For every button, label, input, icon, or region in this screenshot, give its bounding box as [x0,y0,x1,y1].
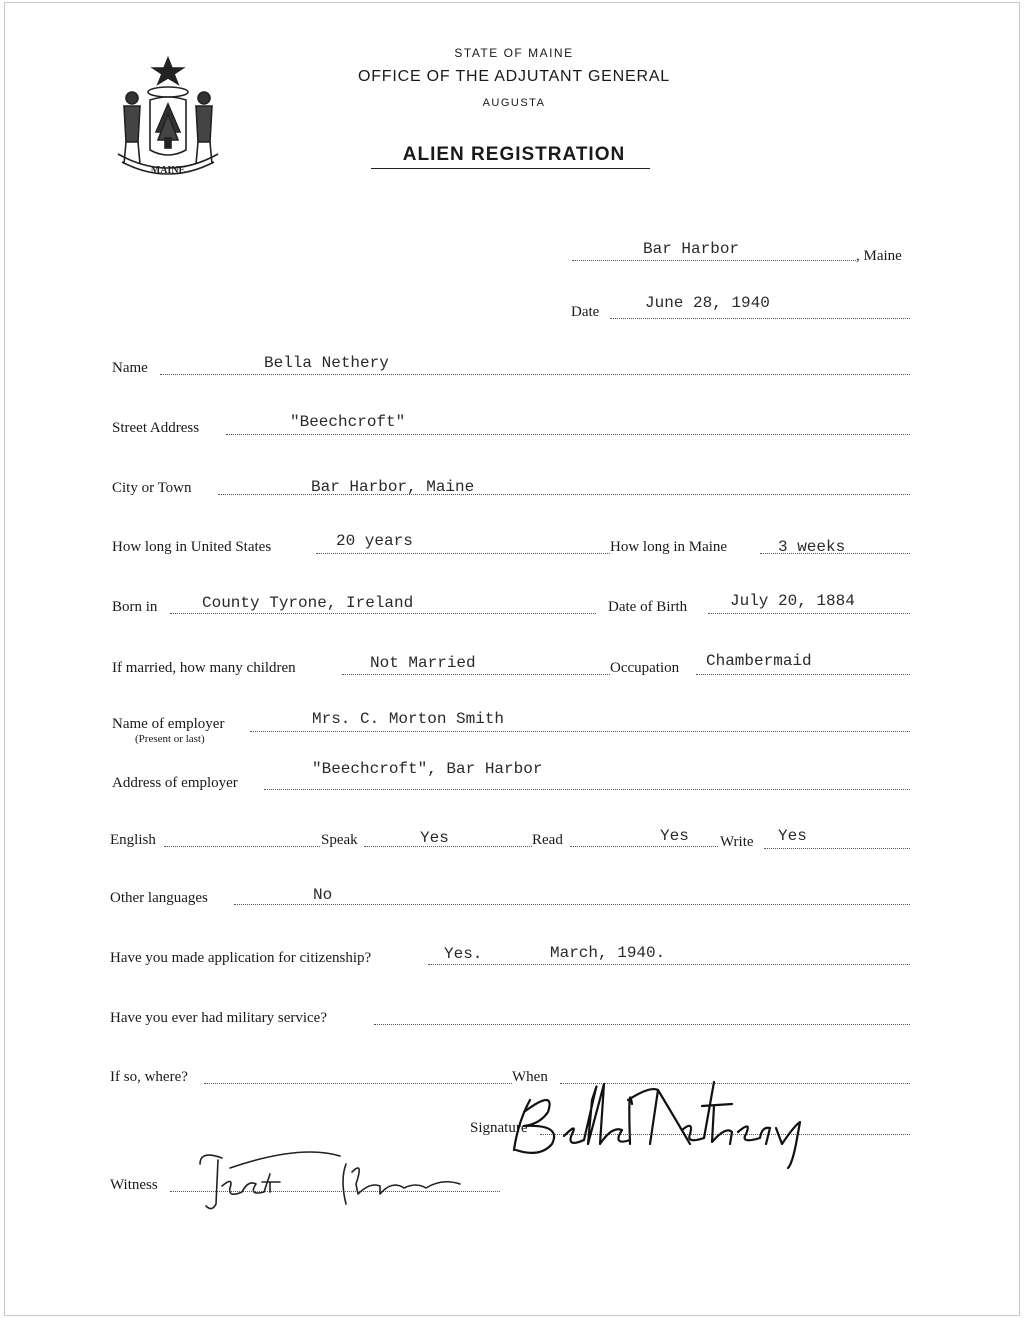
place-suffix: , Maine [856,248,902,264]
dob-label: Date of Birth [608,599,688,615]
name-label: Name [112,360,148,376]
other-languages-label: Other languages [110,890,208,906]
dob-value: July 20, 1884 [730,592,855,610]
english-label: English [110,832,156,848]
form-title: ALIEN REGISTRATION [402,144,626,165]
speak-value: Yes [420,829,449,847]
employer-label: Name of employer [112,716,225,732]
name-value: Bella Nethery [264,354,389,372]
city-value: Bar Harbor, Maine [311,478,475,496]
where-label: If so, where? [110,1069,188,1085]
street-value: "Beechcroft" [290,413,406,431]
signature-label: Signature [470,1120,528,1136]
state-seal [112,54,224,186]
handwritten-signature [500,1060,820,1170]
write-label: Write [720,834,754,850]
born-in-value: County Tyrone, Ireland [202,594,414,612]
employer-sublabel: (Present or last) [135,733,205,745]
occupation-label: Occupation [610,660,680,676]
children-label: If married, how many children [112,660,296,676]
city-label: City or Town [112,480,192,496]
born-in-label: Born in [112,599,158,615]
employer-value: Mrs. C. Morton Smith [312,710,505,728]
employer-address-value: "Beechcroft", Bar Harbor [312,760,543,778]
us-duration-label: How long in United States [112,539,272,555]
place-value: Bar Harbor [643,240,740,258]
state-heading: STATE OF MAINE [454,46,574,60]
speak-label: Speak [321,832,358,848]
read-value: Yes [660,827,689,845]
city-heading: AUGUSTA [482,97,546,109]
street-label: Street Address [112,420,200,436]
date-label: Date [571,304,600,320]
read-label: Read [532,832,563,848]
other-languages-value: No [313,886,333,904]
title-underline [371,168,650,169]
witness-signature [130,1140,490,1220]
date-value: June 28, 1940 [645,294,770,312]
witness-label: Witness [110,1177,158,1193]
employer-address-label: Address of employer [112,775,238,791]
citizenship-when: March, 1940. [550,944,666,962]
occupation-value: Chambermaid [706,652,812,670]
children-value: Not Married [370,654,476,672]
maine-duration-value: 3 weeks [778,538,846,556]
office-heading: OFFICE OF THE ADJUTANT GENERAL [357,68,671,85]
military-label: Have you ever had military service? [110,1010,327,1026]
when-label: When [512,1069,548,1085]
citizenship-label: Have you made application for citizenship? [110,950,372,966]
us-duration-value: 20 years [336,532,413,550]
svg-text:MAINE: MAINE [150,165,186,176]
maine-duration-label: How long in Maine [610,539,728,555]
write-value: Yes [778,827,807,845]
citizenship-answer: Yes. [444,945,483,963]
